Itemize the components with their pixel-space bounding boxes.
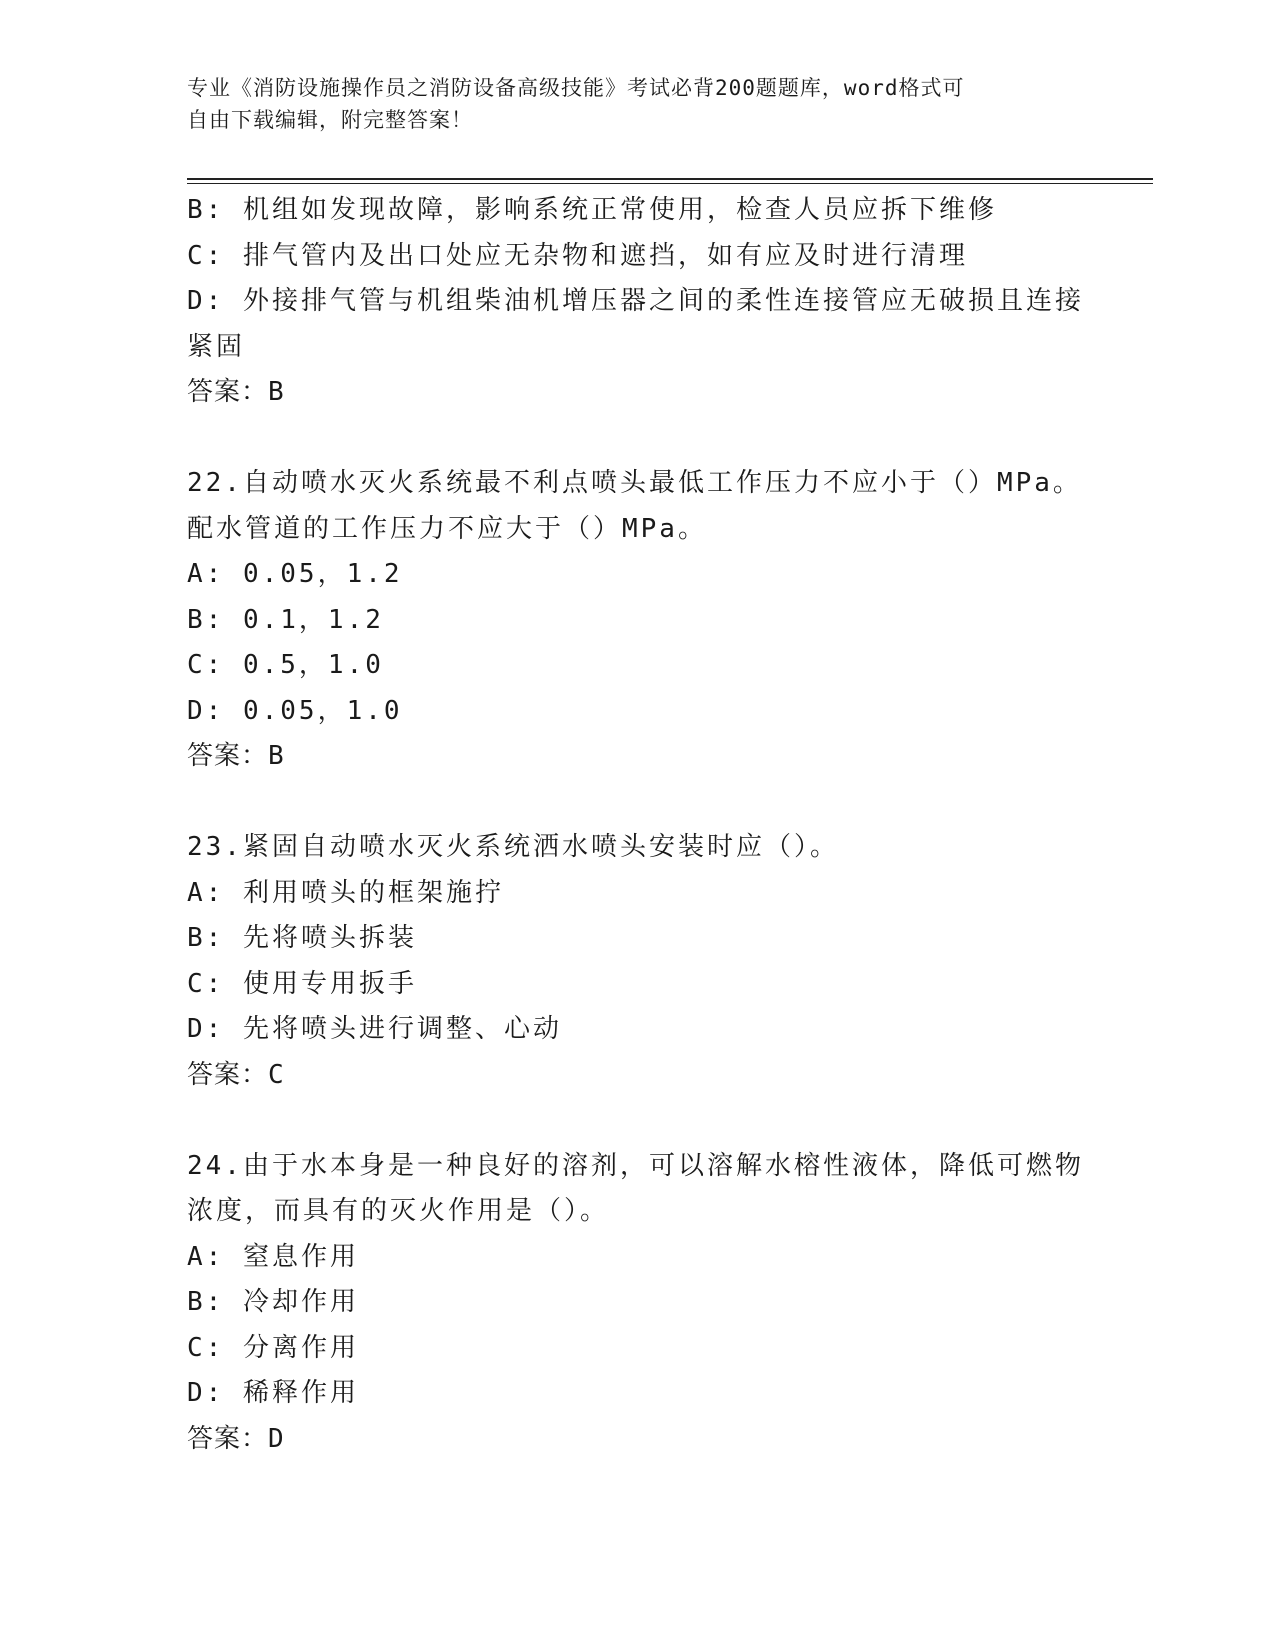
spacer — [187, 416, 1087, 462]
option-a: A: 利用喷头的框架施拧 — [187, 877, 504, 908]
option-a: A: 0.05，1.2 — [187, 559, 403, 589]
header-divider-thin — [187, 183, 1153, 184]
question-stem-continued: 配水管道的工作压力不应大于（）MPa。 — [187, 513, 707, 544]
header-line-1: 专业《消防设施操作员之消防设备高级技能》考试必背200题题库，word格式可 — [187, 76, 965, 100]
question-21-continued — [187, 188, 1087, 416]
option-b: B: 先将喷头拆装 — [187, 923, 417, 953]
question-22 — [187, 461, 1087, 780]
question-24 — [187, 1144, 1087, 1463]
option-c: C: 分离作用 — [187, 1332, 359, 1363]
option-d: D: 先将喷头进行调整、心动 — [187, 1014, 562, 1044]
question-list — [187, 188, 1087, 1462]
header-line-2: 自由下载编辑，附完整答案！ — [187, 108, 473, 132]
answer: 答案：B — [187, 741, 285, 771]
option-c: C: 排气管内及出口处应无杂物和遮挡，如有应及时进行清理 — [187, 240, 968, 271]
document-header — [187, 72, 1087, 136]
option-b: B: 机组如发现故障，影响系统正常使用，检查人员应拆下维修 — [187, 195, 997, 225]
question-stem-continued: 浓度，而具有的灭火作用是（）。 — [187, 1196, 610, 1226]
answer: 答案：B — [187, 377, 285, 407]
option-b: B: 0.1，1.2 — [187, 604, 384, 635]
option-c: C: 0.5，1.0 — [187, 650, 384, 680]
option-d: D: 0.05，1.0 — [187, 695, 403, 726]
option-c: C: 使用专用扳手 — [187, 968, 417, 999]
header-divider-thick — [187, 178, 1153, 180]
answer: 答案：D — [187, 1423, 285, 1454]
question-stem: 23.紧固自动喷水灭火系统洒水喷头安装时应（）。 — [187, 832, 839, 862]
spacer — [187, 1098, 1087, 1144]
spacer — [187, 780, 1087, 826]
option-d-continued: 紧固 — [187, 331, 246, 362]
option-d: D: 稀释作用 — [187, 1378, 359, 1408]
option-b: B: 冷却作用 — [187, 1287, 359, 1317]
question-stem: 24.由于水本身是一种良好的溶剂，可以溶解水榕性液体，降低可燃物 — [187, 1150, 1084, 1181]
option-a: A: 窒息作用 — [187, 1241, 359, 1272]
option-d: D: 外接排气管与机组柴油机增压器之间的柔性连接管应无破损且连接 — [187, 286, 1084, 316]
question-stem: 22.自动喷水灭火系统最不利点喷头最低工作压力不应小于（）MPa。 — [187, 468, 1082, 498]
answer: 答案：C — [187, 1059, 285, 1090]
question-23 — [187, 825, 1087, 1098]
